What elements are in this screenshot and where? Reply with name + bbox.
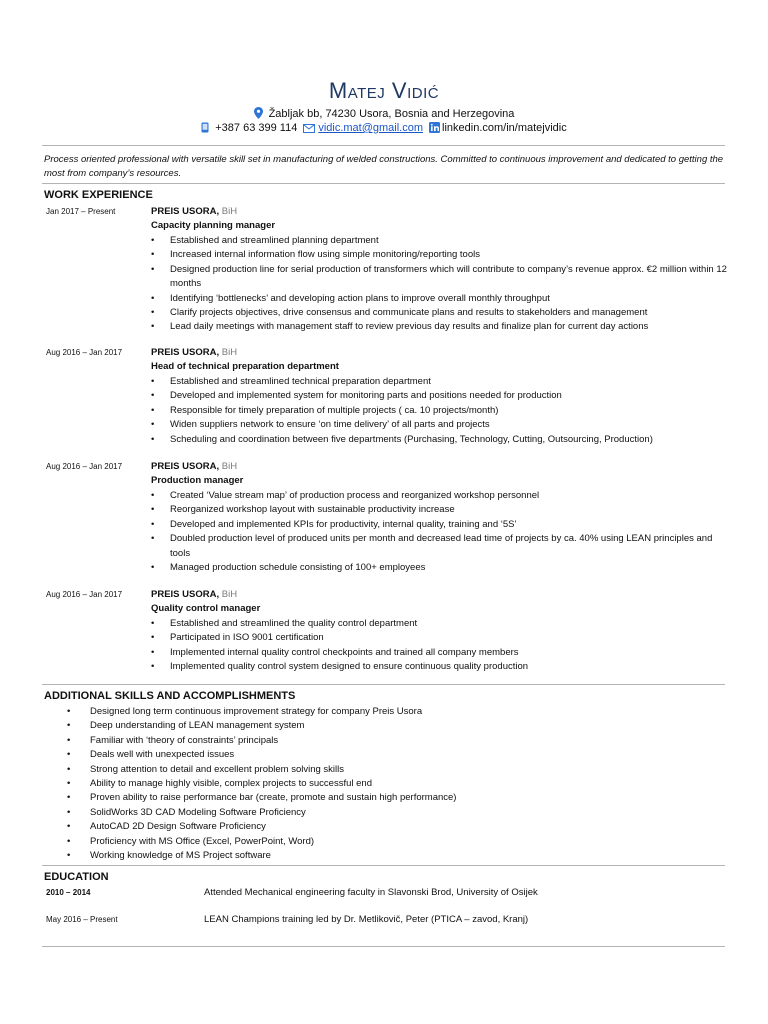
list-item: • Strong attention to detail and excellent problem solving skills <box>44 763 684 777</box>
job-bullets <box>151 375 731 447</box>
list-item: • Doubled production level of produced units per month and decreased lead time of projects by ca. 40% using LEAN principles and tools <box>151 532 731 561</box>
list-item: • Deep understanding of LEAN management system <box>44 719 684 733</box>
education-date: May 2016 – Present <box>46 915 118 924</box>
job-company <box>151 206 237 217</box>
education-description: Attended Mechanical engineering faculty in Slavonski Brod, University of Osijek <box>204 887 538 898</box>
list-item: • Implemented internal quality control checkpoints and trained all company members <box>151 646 731 660</box>
job-role: Production manager <box>151 475 244 486</box>
linkedin-url[interactable]: linkedin.com/in/matejvidic <box>442 122 567 134</box>
skills-list <box>44 705 684 863</box>
list-item: • Established and streamlined the quality control department <box>151 617 731 631</box>
list-item: • Proven ability to raise performance bar (create, promote and sustain high performance) <box>44 791 684 805</box>
list-item: • Widen suppliers network to ensure ‘on time delivery’ of all parts and projects <box>151 418 731 432</box>
job-bullets <box>151 617 731 675</box>
list-item: • Familiar with ‘theory of constraints’ principals <box>44 734 684 748</box>
list-item: • Proficiency with MS Office (Excel, PowerPoint, Word) <box>44 835 684 849</box>
job-date: Aug 2016 – Jan 2017 <box>46 348 123 357</box>
list-item: • Designed production line for serial production of transformers which will contribute to company’s revenue approx. €2 million within 12 months <box>151 263 731 292</box>
list-item: • Designed long term continuous improvement strategy for company Preis Usora <box>44 705 684 719</box>
list-item: • Clarify projects objectives, drive consensus and communicate plans and results to stakeholders and management <box>151 306 731 320</box>
list-item: • Responsible for timely preparation of multiple projects ( ca. 10 projects/month) <box>151 404 731 418</box>
job-company <box>151 461 237 472</box>
divider <box>42 946 725 947</box>
email-link[interactable]: vidic.mat@gmail.com <box>318 122 424 134</box>
list-item: • Managed production schedule consisting of 100+ employees <box>151 561 731 575</box>
list-item: • Working knowledge of MS Project software <box>44 849 684 863</box>
list-item: • Scheduling and coordination between five departments (Purchasing, Technology, Cutting, Outsourcing, Production) <box>151 433 731 447</box>
phone-number[interactable]: +387 63 399 114 <box>215 122 298 134</box>
list-item: • Participated in ISO 9001 certification <box>151 631 731 645</box>
job-date: Aug 2016 – Jan 2017 <box>46 590 123 599</box>
job-date: Jan 2017 – Present <box>46 207 116 216</box>
company-country: BiH <box>221 206 238 217</box>
divider <box>42 865 725 866</box>
education-description: LEAN Champions training led by Dr. Metlikovič, Peter (PTICA – zavod, Kranj) <box>204 914 529 925</box>
job-date: Aug 2016 – Jan 2017 <box>46 462 123 471</box>
list-item: • Established and streamlined planning department <box>151 234 731 248</box>
job-role: Capacity planning manager <box>151 220 276 231</box>
job-company <box>151 589 237 600</box>
company-name: PREIS USORA, <box>151 589 220 600</box>
list-item: • Developed and implemented KPIs for productivity, internal quality, training and ‘5S’ <box>151 518 731 532</box>
list-item: • Identifying ‘bottlenecks’ and developing action plans to improve overall monthly throughput <box>151 292 731 306</box>
address-line <box>0 107 768 122</box>
contact-line <box>0 122 768 136</box>
list-item: • Reorganized workshop layout with sustainable productivity increase <box>151 503 731 517</box>
section-title-education: EDUCATION <box>44 871 109 883</box>
job-bullets <box>151 489 731 575</box>
list-item: • Increased internal information flow using simple monitoring/reporting tools <box>151 248 731 262</box>
envelope-icon <box>303 124 315 136</box>
candidate-name: Matej Vidić <box>328 78 440 103</box>
company-country: BiH <box>221 589 238 600</box>
professional-summary: Process oriented professional with versatile skill set in manufacturing of welded constructions. Committed to continuous improvement and dedicated to getting the most from company’s resources. <box>44 154 724 179</box>
company-name: PREIS USORA, <box>151 347 220 358</box>
location-pin-icon <box>254 107 263 122</box>
company-country: BiH <box>221 347 238 358</box>
address-text: Žabljak bb, 74230 Usora, Bosnia and Herzegovina <box>268 108 515 120</box>
mobile-phone-icon <box>201 122 209 136</box>
divider <box>42 684 725 685</box>
divider <box>42 145 725 146</box>
list-item: • AutoCAD 2D Design Software Proficiency <box>44 820 684 834</box>
company-country: BiH <box>221 461 238 472</box>
list-item: • Developed and implemented system for monitoring parts and positions needed for production <box>151 389 731 403</box>
linkedin-icon <box>429 122 440 136</box>
list-item: • SolidWorks 3D CAD Modeling Software Proficiency <box>44 806 684 820</box>
section-title-skills: ADDITIONAL SKILLS AND ACCOMPLISHMENTS <box>44 690 296 702</box>
list-item: • Deals well with unexpected issues <box>44 748 684 762</box>
list-item: • Established and streamlined technical preparation department <box>151 375 731 389</box>
job-bullets <box>151 234 731 335</box>
job-role: Quality control manager <box>151 603 261 614</box>
job-role: Head of technical preparation department <box>151 361 339 372</box>
company-name: PREIS USORA, <box>151 461 220 472</box>
list-item: • Lead daily meetings with management staff to review previous day results and finalize plan for current day actions <box>151 320 731 334</box>
job-company <box>151 347 237 358</box>
divider <box>42 183 725 184</box>
section-title-work-experience: WORK EXPERIENCE <box>44 189 153 201</box>
list-item: • Ability to manage highly visible, complex projects to successful end <box>44 777 684 791</box>
list-item: • Created ‘Value stream map’ of production process and reorganized workshop personnel <box>151 489 731 503</box>
company-name: PREIS USORA, <box>151 206 220 217</box>
education-date: 2010 – 2014 <box>46 888 91 897</box>
list-item: • Implemented quality control system designed to ensure continuous quality production <box>151 660 731 674</box>
